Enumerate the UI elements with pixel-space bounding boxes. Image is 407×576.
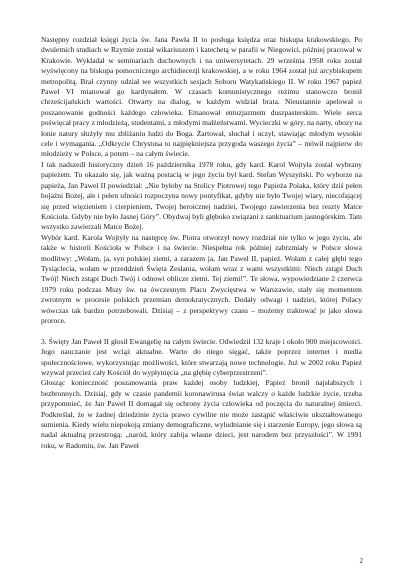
document-body xyxy=(41,35,362,552)
page-number: 2 xyxy=(359,557,363,565)
paragraph-gospel-worldwide: 3. Święty Jan Paweł II głosił Ewangelię na całym świecie. Odwiedził 132 kraje i około 900 miejscowości. Jego nauczanie jest wciąż aktualne. Warto do niego sięgać, także poprzez internet i media społecznościowe, wykorzystując możliwości, które stwarzają nowe technologie. Już w 2002 roku Papież wzywał przecież cały Kościół do wypłynięcia „na głębię cyberprzestrzeni”. xyxy=(41,336,362,377)
paragraph-bishop-years: Następny rozdział księgi życia św. Jana Pawła II to posługa księdza oraz biskupa krakowskiego. Po dwuletnich studiach w Rzymie został wikariuszem i katechetą w parafii w Niegowici, później pracował w Krakowie. Wykładał w seminariach duchownych i na uniwersytetach. 29 września 1958 roku został wyświęcony na biskupa pomocniczego archidiecezji krakowskiej, a w roku 1964 został już arcybiskupem metropolitą. Brał czynny udział we wszystkich sesjach Soboru Watykańskiego II. W roku 1967 papież Paweł VI mianował go kardynałem. W czasach komunistycznego reżimu stanowczo bronił chrześcijańskich wartości. Otwarty na dialog, w każdym widział brata. Nieustannie apelował o poszanowanie godności każdego człowieka. Emanował entuzjazmem duszpasterskim. Wiele serca poświęcał pracy z młodzieżą, studentami, z młodymi małżeństwami. Wycieczki w góry, na narty, obozy na łonie natury służyły mu zbliżaniu ludzi do Boga. Żartował, słuchał i uczył, stawiając młodym wysokie cele i wymagania. „Odkrycie Chrystusa to najpiękniejsza przygoda waszego życia” – mówił najpierw do młodzieży w Polsce, a potem – na całym świecie. xyxy=(41,35,362,159)
paragraph-human-dignity: Głosząc konieczność poszanowania praw każdej osoby ludzkiej, Papież bronił najsłabszych i bezbronnych. Dzisiaj, gdy w czasie pandemii koronawirusa świat walczy o każde ludzkie życie, trzeba przypomnieć, że Jan Paweł II domagał się ochrony życia człowieka od poczęcia do naturalnej śmierci. Podkreślał, że w żadnej dziedzinie życia prawo cywilne nie może zastąpić właściwie ukształtowanego sumienia. Kiedy wielu niepokoją zmiany demograficzne, wyludnianie się i starzenie Europy, jego słowa są nadal aktualną przestrogą: „naród, który zabija własne dzieci, jest narodem bez przyszłości”. W 1991 roku, w Radomiu, św. Jan Paweł xyxy=(41,378,362,450)
paragraph-papal-election: I tak nadszedł historyczny dzień 16 października 1978 roku, gdy kard. Karol Wojtyła został wybrany papieżem. Tu okazało się, jak ważną postacią w jego życiu był kard. Stefan Wyszyński. Po wyborze na papieża, Jan Paweł II powiedział: „Nie byłoby na Stolicy Piotrowej tego Papieża Polaka, który dziś pełen bojaźni Bożej, ale i pełen ufności rozpoczyna nowy pontyfikat, gdyby nie było Twojej wiary, niecofającej się przed więzieniem i cierpieniem, Twojej heroicznej nadziei, Twojego zawierzenia bez reszty Matce Kościoła. Gdyby nie było Jasnej Góry”. Obydwaj byli głęboko związani z sanktuarium jasnogórskim. Tam wszystko zawierzali Matce Bożej. xyxy=(41,159,362,232)
paragraph-pontificate-poland: Wybór kard. Karola Wojtyły na następcę św. Piotra otworzył nowy rozdział nie tylko w jego życiu, ale także w historii Kościoła w Polsce i na świecie. Niespełna rok później zabrzmiały w Polsce słowa modlitwy: „Wołam, ja, syn polskiej ziemi, a zarazem ja, Jan Paweł II, papież. Wołam z całej głębi tego Tysiąclecia, wołam w przeddzień Święta Zesłania, wołam wraz z wami wszystkimi: Niech zstąpi Duch Twój! Niech zstąpi Duch Twój i odnowi oblicze ziemi. Tej ziemi!”. Te słowa, wypowiedziane 2 czerwca 1979 roku podczas Mszy św. na ówczesnym Placu Zwycięstwa w Warszawie, stały się momentem zwrotnym w procesie polskich przemian demokratycznych. Dodały odwagi i nadziei, której Polacy wówczas tak bardzo potrzebowali. Dzisiaj – z perspektywy czasu – możemy traktować je jako słowa proroce. xyxy=(41,232,362,325)
